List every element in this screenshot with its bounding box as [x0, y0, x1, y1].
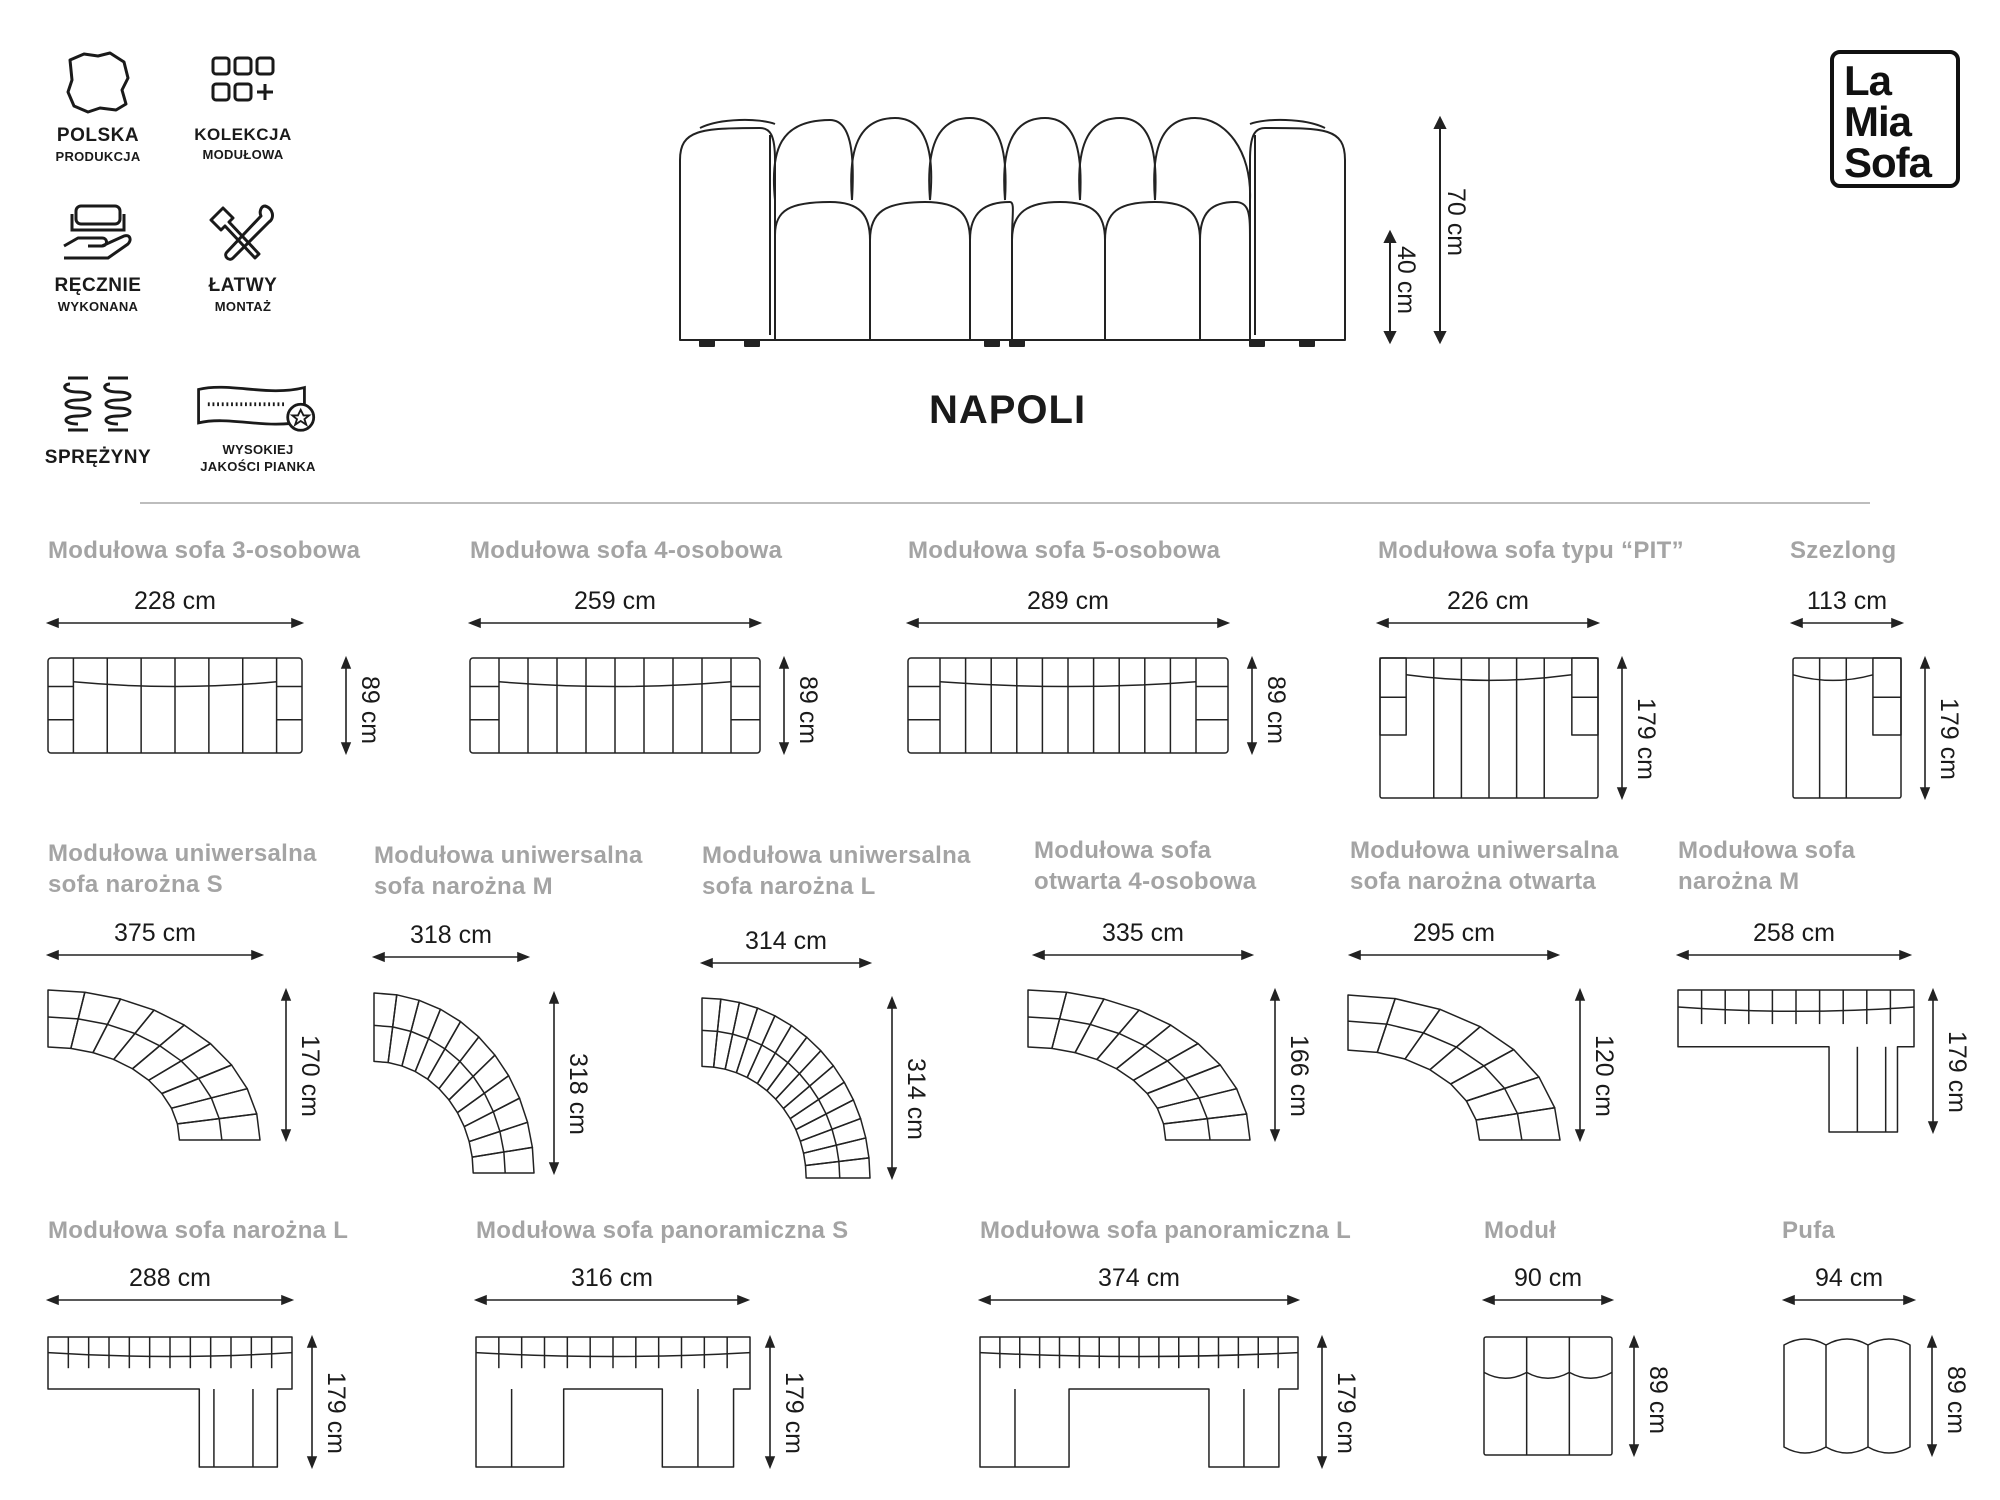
curve-cushion: [702, 998, 721, 1067]
width-arrow: [702, 959, 870, 967]
variant-title: [48, 838, 317, 900]
width-arrow: [48, 619, 302, 627]
curve-back-line: [810, 1086, 819, 1099]
curve-cushion: [714, 999, 740, 1069]
variant-title-line: Modułowa sofa 3-osobowa: [48, 537, 361, 564]
curve-back-line: [374, 1025, 393, 1027]
variant-title: [470, 535, 782, 566]
width-arrow: [476, 1296, 748, 1304]
variant-title-line: Modułowa sofa: [1034, 837, 1212, 864]
curve-back-line: [775, 1053, 788, 1063]
back-line: [1406, 675, 1572, 681]
curve-back-line: [1387, 1024, 1424, 1033]
curve-cushion: [1116, 1025, 1198, 1080]
curve-cushion: [402, 1000, 441, 1071]
variant-title-line: Modułowa sofa 5-osobowa: [908, 537, 1221, 564]
logo-line: La: [1844, 57, 1892, 104]
curve-cushion: [1430, 1027, 1514, 1084]
width-arrow: [1484, 1296, 1612, 1304]
product-title: NAPOLI: [928, 388, 1087, 432]
variant-width-label: 375 cm: [114, 919, 196, 947]
curve-cushion: [114, 1010, 185, 1069]
feature-line1: ŁATWY: [208, 275, 278, 296]
curve-cushion: [804, 1138, 869, 1166]
variant-width-label: 374 cm: [1098, 1264, 1180, 1292]
width-arrow: [908, 619, 1228, 627]
hero-total-height-label: 70 cm: [1442, 188, 1470, 257]
variant-title-line: Modułowa uniwersalna: [48, 840, 317, 867]
plan-module: [1484, 1337, 1612, 1455]
depth-arrow: [1576, 990, 1584, 1140]
plan-curveOpen4: [1028, 990, 1250, 1140]
variant-title-line: Modułowa uniwersalna: [1350, 837, 1619, 864]
curve-back-line: [839, 1161, 840, 1178]
springs-icon: [58, 372, 138, 438]
variant-title: [702, 840, 971, 902]
curve-cushion: [449, 1055, 509, 1113]
plan-outline: [470, 658, 760, 753]
curve-cushion: [783, 1066, 844, 1119]
arm-block: [1380, 658, 1406, 735]
feature-sprezyny: [23, 372, 173, 469]
plan-outline: [1484, 1337, 1612, 1455]
feature-line2: JAKOŚCI PIANKA: [200, 459, 316, 474]
plan-curveL: [702, 998, 870, 1178]
curve-cushion: [1466, 1077, 1554, 1120]
curve-cushion: [747, 1016, 791, 1084]
curve-cushion: [1348, 995, 1395, 1052]
back-line: [940, 682, 1196, 687]
variant-depth-label: 179 cm: [1935, 698, 1963, 780]
variant-depth-label: 318 cm: [564, 1053, 592, 1135]
variant-width-label: 288 cm: [129, 1264, 211, 1292]
curve-cushion: [428, 1022, 479, 1089]
curve-back-line: [836, 1145, 839, 1161]
curve-cushion: [48, 990, 85, 1048]
feature-line2: PRODUKCJA: [55, 149, 141, 164]
curve-back-line: [500, 1131, 504, 1152]
variant-title: [1782, 1215, 1835, 1246]
depth-arrow: [888, 998, 896, 1178]
curve-back-line: [832, 1129, 836, 1145]
curve-cushion: [800, 1119, 865, 1154]
variant-title: [1790, 535, 1896, 566]
curve-back-line: [181, 1061, 198, 1079]
foam-icon: [193, 380, 323, 436]
curve-back-line: [484, 1093, 493, 1111]
curve-cushion: [1377, 999, 1440, 1059]
depth-arrow: [342, 658, 350, 753]
feature-line1: POLSKA: [56, 125, 140, 146]
plan-outline: [980, 1337, 1298, 1467]
depth-arrow: [1248, 658, 1256, 753]
curve-back-line: [1028, 1017, 1060, 1019]
plan-straight4: [470, 658, 760, 753]
curve-cushion: [757, 1026, 806, 1091]
arm-block: [1873, 658, 1901, 735]
feature-kolekcja: [168, 50, 318, 162]
variant-title: [1378, 535, 1684, 566]
curve-back-line: [473, 1076, 484, 1093]
curve-cushion: [149, 1044, 232, 1094]
width-arrow: [1034, 951, 1252, 959]
back-line: [980, 1353, 1298, 1357]
width-arrow: [374, 953, 528, 961]
variant-width-label: 90 cm: [1513, 1264, 1583, 1292]
back-line: [476, 1353, 750, 1357]
curve-back-line: [1199, 1098, 1207, 1119]
plan-outline: [1678, 990, 1914, 1132]
variant-title-line: Moduł: [1484, 1217, 1557, 1244]
variant-depth-label: 179 cm: [1332, 1372, 1360, 1454]
curve-back-line: [702, 1030, 717, 1031]
variant-title-line: Pufa: [1782, 1217, 1836, 1244]
variant-width-label: 335 cm: [1102, 919, 1184, 947]
curve-back-line: [1090, 1024, 1119, 1033]
width-arrow: [1784, 1296, 1914, 1304]
plan-pouf: [1784, 1339, 1910, 1453]
curve-cushion: [93, 999, 154, 1059]
depth-arrow: [1928, 1337, 1936, 1455]
logo-line: Mia: [1844, 98, 1912, 145]
back-line: [1793, 675, 1873, 681]
curve-back-line: [107, 1024, 134, 1033]
curve-cushion: [1405, 1009, 1480, 1069]
curve-back-line: [199, 1079, 212, 1098]
variant-title-line: sofa narożna S: [48, 871, 223, 898]
curve-cushion: [736, 1008, 774, 1077]
curve-cushion: [162, 1065, 247, 1108]
curve-cushion: [464, 1098, 527, 1141]
feature-line1: WYSOKIEJ: [222, 442, 294, 457]
curve-cushion: [1052, 992, 1104, 1052]
variant-title: [374, 840, 643, 902]
depth-arrow: [1921, 658, 1929, 798]
feature-recznie: [23, 200, 173, 314]
curve-back-line: [1186, 1079, 1199, 1098]
curve-cushion: [172, 1089, 257, 1124]
plan-outline: [1793, 658, 1901, 798]
plan-cornerL: [48, 1337, 292, 1467]
width-arrow: [980, 1296, 1298, 1304]
plan-straight3: [48, 658, 302, 753]
variant-title: [980, 1215, 1351, 1246]
back-line: [1678, 1007, 1914, 1011]
curve-cushion: [767, 1037, 821, 1099]
width-arrow: [1678, 951, 1910, 959]
curve-back-line: [460, 1061, 473, 1076]
variant-title-line: Modułowa uniwersalna: [374, 842, 643, 869]
curve-back-line: [1456, 1047, 1484, 1066]
variant-depth-label: 179 cm: [780, 1372, 808, 1454]
curve-cushion: [1157, 1089, 1246, 1124]
variant-depth-label: 166 cm: [1285, 1035, 1313, 1117]
tools-icon: [203, 200, 283, 266]
variant-title-line: Szezlong: [1790, 537, 1897, 564]
curve-cushion: [1147, 1065, 1236, 1108]
depth-arrow: [780, 658, 788, 753]
curve-back-line: [819, 1099, 826, 1113]
plan-outline: [1784, 1339, 1910, 1453]
curve-cushion: [1451, 1050, 1539, 1101]
variant-depth-label: 179 cm: [1632, 698, 1660, 780]
feature-polska: [23, 50, 173, 164]
variant-depth-label: 89 cm: [1262, 675, 1290, 744]
curve-back-line: [48, 1017, 78, 1019]
plan-outline: [908, 658, 1228, 753]
feature-line1: RĘCZNIE: [54, 275, 142, 296]
curve-back-line: [411, 1031, 429, 1038]
curve-back-line: [1060, 1019, 1091, 1025]
variant-title-line: Modułowa sofa panoramiczna S: [476, 1217, 849, 1244]
variant-title-line: Modułowa sofa: [1678, 837, 1856, 864]
variant-width-label: 94 cm: [1814, 1264, 1884, 1292]
depth-arrow: [1271, 990, 1279, 1140]
plan-outline: [476, 1337, 750, 1467]
curve-back-line: [1484, 1066, 1505, 1089]
variant-title: [1034, 835, 1256, 897]
curve-back-line: [1517, 1114, 1521, 1140]
curve-cushion: [790, 1082, 853, 1129]
back-line: [73, 682, 276, 687]
variant-width-label: 318 cm: [410, 921, 492, 949]
logo-line: Sofa: [1844, 139, 1932, 186]
variant-title-line: sofa narożna M: [374, 873, 553, 900]
back-line: [48, 1353, 292, 1357]
curve-cushion: [374, 993, 397, 1063]
curve-back-line: [429, 1039, 445, 1049]
curve-back-line: [826, 1114, 832, 1129]
back-line: [1484, 1372, 1612, 1378]
curve-back-line: [504, 1152, 505, 1173]
curve-cushion: [1028, 990, 1067, 1048]
variant-title-line: Modułowa sofa typu “PIT”: [1378, 537, 1684, 564]
width-arrow: [48, 951, 262, 959]
variant-title-line: otwarta 4-osobowa: [1034, 868, 1257, 895]
variant-title-line: sofa narożna otwarta: [1350, 868, 1597, 895]
modules-grid-icon: [203, 50, 283, 116]
curve-cushion: [132, 1025, 210, 1080]
hero-seat-height-label: 40 cm: [1392, 246, 1420, 315]
variant-title-line: sofa narożna L: [702, 873, 876, 900]
plan-outline: [48, 1337, 292, 1467]
variant-title: [908, 535, 1220, 566]
variant-width-label: 226 cm: [1447, 587, 1529, 615]
depth-arrow: [1929, 990, 1937, 1132]
feature-line2: WYKONANA: [57, 299, 139, 314]
plan-cornerM: [1678, 990, 1914, 1132]
plan-straight5: [908, 658, 1228, 753]
depth-arrow: [766, 1337, 774, 1467]
variant-depth-label: 89 cm: [1942, 1366, 1970, 1435]
curve-back-line: [1348, 1021, 1387, 1024]
variant-depth-label: 179 cm: [1943, 1031, 1971, 1113]
curve-cushion: [177, 1114, 260, 1140]
curve-back-line: [747, 1039, 761, 1045]
curve-cushion: [796, 1100, 861, 1141]
curve-back-line: [1207, 1119, 1210, 1140]
variant-width-label: 289 cm: [1027, 587, 1109, 615]
depth-arrow: [550, 993, 558, 1173]
feature-pianka: [183, 380, 333, 474]
variant-depth-label: 179 cm: [322, 1372, 350, 1454]
variant-depth-label: 89 cm: [1644, 1366, 1672, 1435]
variant-title-line: Modułowa sofa narożna L: [48, 1217, 349, 1244]
plan-panoL: [980, 1337, 1298, 1467]
feature-line2: MONTAŻ: [214, 299, 272, 314]
depth-arrow: [1318, 1337, 1326, 1467]
arm-block: [1572, 658, 1598, 735]
curve-cushion: [1097, 1010, 1171, 1069]
variant-depth-label: 120 cm: [1590, 1035, 1618, 1117]
curve-back-line: [799, 1074, 809, 1086]
curve-back-line: [211, 1098, 219, 1119]
curve-back-line: [160, 1046, 181, 1061]
variant-depth-label: 89 cm: [794, 675, 822, 744]
feature-line2: MODUŁOWA: [202, 147, 284, 162]
variant-depth-label: 89 cm: [356, 675, 384, 744]
curve-cushion: [469, 1122, 532, 1157]
width-arrow: [1792, 619, 1902, 627]
curve-back-line: [1167, 1061, 1185, 1079]
variant-title: [476, 1215, 848, 1246]
feature-line1: KOLEKCJA: [194, 125, 292, 144]
curve-cushion: [472, 1147, 534, 1173]
curve-back-line: [135, 1033, 160, 1045]
variant-title: [1484, 1215, 1556, 1246]
width-arrow: [1378, 619, 1598, 627]
curve-back-line: [788, 1063, 800, 1074]
variant-title: [48, 535, 360, 566]
depth-arrow: [1630, 1337, 1638, 1455]
feature-latwy: [168, 200, 318, 314]
hero-sofa: [680, 118, 1345, 346]
variant-title-line: Modułowa uniwersalna: [702, 842, 971, 869]
brand-logo: [1830, 50, 1960, 188]
curve-back-line: [393, 1027, 411, 1031]
sofa-hand-icon: [58, 200, 138, 266]
curve-back-line: [219, 1119, 222, 1140]
curve-cushion: [1476, 1108, 1560, 1140]
plan-pit: [1380, 658, 1598, 798]
variant-depth-label: 314 cm: [902, 1058, 930, 1140]
curve-back-line: [717, 1031, 732, 1034]
variant-title-line: Modułowa sofa panoramiczna L: [980, 1217, 1352, 1244]
variant-title: [1350, 835, 1619, 897]
curve-back-line: [762, 1045, 776, 1053]
variant-width-label: 258 cm: [1753, 919, 1835, 947]
divider: [140, 502, 1870, 504]
curve-cushion: [1133, 1044, 1220, 1094]
depth-arrow: [308, 1337, 316, 1467]
curve-back-line: [1119, 1033, 1145, 1045]
curve-cushion: [71, 992, 121, 1052]
curve-back-line: [78, 1019, 107, 1025]
curve-back-line: [733, 1034, 748, 1039]
plan-curveOpen: [1348, 995, 1560, 1140]
curve-cushion: [457, 1076, 519, 1127]
poland-map-icon: [58, 50, 138, 116]
curve-cushion: [776, 1051, 834, 1109]
variant-title: [48, 1215, 348, 1246]
curve-back-line: [445, 1049, 460, 1062]
plan-chaise: [1793, 658, 1901, 798]
variant-width-label: 316 cm: [571, 1264, 653, 1292]
curve-back-line: [1423, 1033, 1456, 1047]
plan-panoS: [476, 1337, 750, 1467]
back-line: [499, 682, 731, 687]
variant-title: [1678, 835, 1855, 897]
variant-depth-label: 170 cm: [296, 1035, 324, 1117]
curve-back-line: [493, 1112, 500, 1132]
variant-width-label: 259 cm: [574, 587, 656, 615]
feature-line1: SPRĘŻYNY: [44, 447, 152, 468]
variant-width-label: 228 cm: [134, 587, 216, 615]
curve-cushion: [1164, 1114, 1250, 1140]
curve-cushion: [415, 1009, 460, 1079]
plan-curveM: [374, 993, 534, 1173]
variant-width-label: 113 cm: [1806, 587, 1888, 615]
plan-outline: [1380, 658, 1598, 798]
curve-cushion: [388, 995, 419, 1066]
curve-cushion: [439, 1037, 495, 1100]
variant-title-line: Modułowa sofa 4-osobowa: [470, 537, 783, 564]
variant-title-line: narożna M: [1678, 868, 1800, 895]
curve-back-line: [1145, 1046, 1167, 1061]
depth-arrow: [282, 990, 290, 1140]
curve-cushion: [725, 1003, 757, 1073]
width-arrow: [48, 1296, 292, 1304]
curve-cushion: [1075, 999, 1139, 1059]
curve-cushion: [806, 1158, 870, 1178]
plan-outline: [48, 658, 302, 753]
variant-width-label: 295 cm: [1413, 919, 1495, 947]
curve-back-line: [1505, 1088, 1518, 1113]
variant-width-label: 314 cm: [745, 927, 827, 955]
plan-curveS: [48, 990, 260, 1140]
width-arrow: [1350, 951, 1558, 959]
width-arrow: [470, 619, 760, 627]
depth-arrow: [1618, 658, 1626, 798]
